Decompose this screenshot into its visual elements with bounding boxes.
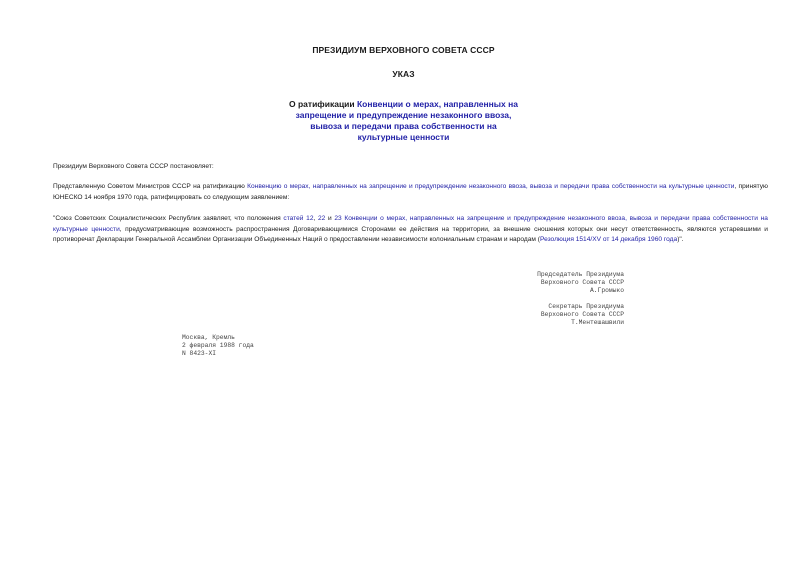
title-convention-link-line4[interactable]: культурные ценности	[357, 132, 450, 142]
document-type-heading: УКАЗ	[392, 69, 415, 79]
title-convention-link[interactable]: Конвенции о мерах, направленных на	[356, 99, 518, 109]
article-23-convention-link[interactable]: 23 Конвенции о мерах, направленных на запрещение и предупреждение незаконного ввоза, вывоза и передачи права собственности на культурные ценности	[53, 215, 768, 233]
convention-link[interactable]: Конвенцию о мерах, направленных на запрещение и предупреждение незаконного ввоза, вывоза и передачи права собственности на культурные ценности	[247, 183, 735, 190]
statement-text-middle: , предусматривающие возможность распространения Договаривающимися Сторонами ее действия на территории, за внешние сношения которых они несут ответственность, являются устаревшими и противоречат Декларации Генеральной Ассамблеи Организации Объединенных Наций о предоставлении независимости колониальным странам и народам (	[53, 225, 768, 244]
statement-separator: ,	[313, 215, 318, 222]
paragraph-resolves-text: Президиум Верховного Совета СССР постановляет:	[53, 163, 214, 170]
place-date-number: Москва, Кремль 2 февраля 1988 года N 8423-XI	[182, 334, 254, 358]
issuing-body-heading: ПРЕЗИДИУМ ВЕРХОВНОГО СОВЕТА СССР	[312, 45, 495, 55]
title-convention-link-line3[interactable]: вывоза и передачи права собственности на	[310, 121, 497, 131]
article-12-link[interactable]: статей 12	[283, 215, 314, 222]
statement-separator: и	[325, 215, 335, 222]
chairman-signature: Председатель Президиума Верховного Совета СССР А.Громыко	[537, 271, 624, 295]
ratification-text-end: , принятую ЮНЕСКО 14 ноября 1970 года, ратифицировать со следующим заявлением:	[53, 183, 768, 201]
statement-text-start: "Союз Советских Социалистических Республик заявляет, что положения	[53, 215, 284, 222]
title-prefix: О ратификации	[289, 99, 357, 109]
secretary-signature: Секретарь Президиума Верховного Совета СССР Т.Ментешашвили	[540, 303, 624, 327]
article-22-link[interactable]: 22	[318, 215, 326, 222]
paragraph-statement	[53, 214, 768, 246]
title-convention-link-line2[interactable]: запрещение и предупреждение незаконного ввоза,	[295, 110, 512, 120]
resolution-1514-link[interactable]: Резолюция 1514/XV от 14 декабря 1960 года	[539, 236, 678, 244]
document-title	[200, 99, 607, 143]
paragraph-ratification	[53, 182, 768, 203]
ratification-text-start: Представленную Советом Министров СССР на ратификацию	[53, 183, 248, 190]
statement-text-end: )".	[677, 236, 684, 244]
paragraph-resolves	[53, 162, 768, 173]
